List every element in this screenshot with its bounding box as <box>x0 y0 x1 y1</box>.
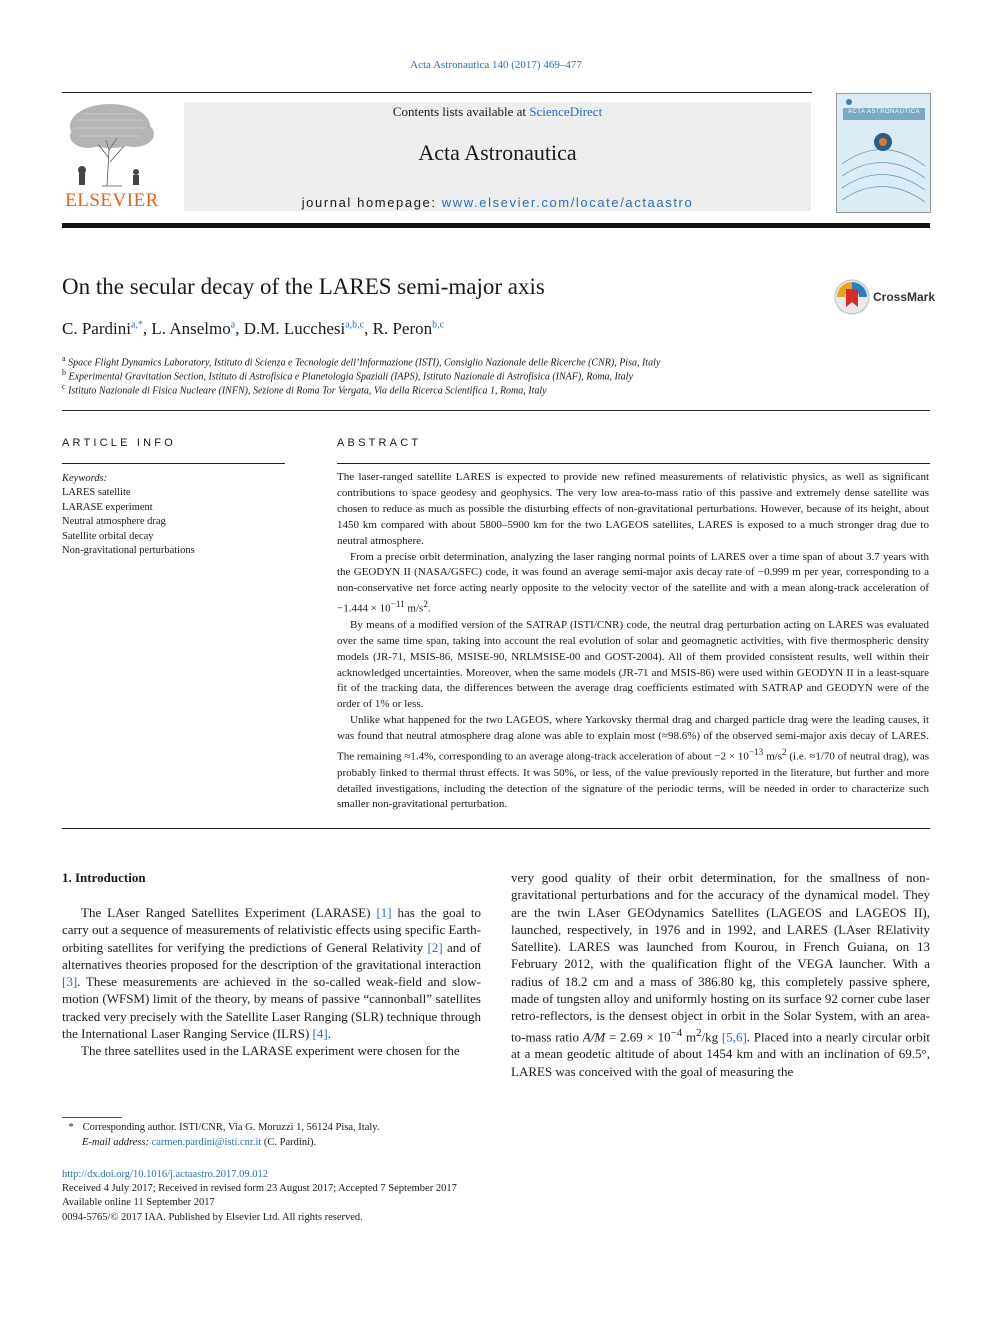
author-name[interactable]: L. Anselmo <box>151 319 231 338</box>
affiliation-text: Experimental Gravitation Section, Istituto di Astrofisica e Planetologia Spaziali (IAPS), Istituto Nazionale di Astrofisica (INAF), Roma, Italy <box>68 371 633 383</box>
reference-link[interactable]: [2] <box>427 939 443 955</box>
body-text: m <box>682 1029 697 1044</box>
email-label: E-mail address: <box>82 1137 152 1148</box>
keyword-item: LARES satellite <box>62 487 131 499</box>
reference-link[interactable]: [5,6] <box>721 1029 747 1044</box>
journal-citation[interactable]: Acta Astronautica 140 (2017) 469–477 <box>410 59 582 71</box>
keywords-label: Keywords: <box>62 473 108 484</box>
abstract-paragraph <box>337 713 929 813</box>
abstract-heading: ABSTRACT <box>337 437 422 449</box>
affiliation-text: Space Flight Dynamics Laboratory, Istituto di Scienza e Tecnologie dell’Informazione (ISTI), Consiglio Nazionale delle Ricerche (CNR), Pisa, Italy <box>68 357 661 369</box>
author-name[interactable]: R. Peron <box>372 319 433 338</box>
affiliation-text: Istituto Nazionale di Fisica Nucleare (INFN), Sezione di Roma Tor Vergata, Via della Ricerca Scientifica 1, Roma, Italy <box>68 385 547 397</box>
exponent: 2 <box>781 747 787 758</box>
affiliation-c <box>62 382 547 396</box>
header-bottom-rule <box>62 223 930 228</box>
header-top-rule <box>62 92 812 93</box>
exponent: −13 <box>748 747 764 758</box>
affiliation-b <box>62 368 633 382</box>
author-list <box>62 319 444 339</box>
abstract-paragraph: By means of a modified version of the SATRAP (ISTI/CNR) code, the neutral drag perturbation acting on LARES was evaluated over the same time span, taking into account the real evolution of solar and geomagnetic activities, with five thermospheric density models (JR-71, MSIS-86, MSISE-90, NRLMSISE-00 and GOST-2004). All of them provided consistent results, well within their acknowledged uncertainties. Moreover, when the same models (JR-71 and MSIS-86) were used within GEODYN II in a least-square fit of the tracking data, the differences between the average drag coefficients estimated with SATRAP and GEODYN were of the order of 1% or less. <box>337 618 929 711</box>
body-column-left <box>62 904 481 1060</box>
email-suffix: (C. Pardini). <box>261 1137 317 1148</box>
journal-cover-image[interactable] <box>836 93 931 213</box>
reference-link[interactable]: [3] <box>62 974 78 990</box>
body-text: has the goal to carry out a sequence of measurements of relativistic effects using specific Earth-orbiting satellites for verifying the predictions of General Relativity <box>62 905 481 955</box>
body-paragraph: The three satellites used in the LARASE experiment were chosen for the <box>81 1043 460 1059</box>
abstract-text: From a precise orbit determination, analyzing the laser ranging normal points of LARES over a time span of about 3.7 years with the GEODYN II (NASA/GSFC) code, it was found an average semi-major axis decay rate of −0.999 m per year, corresponding to a non-conservative net force acting nearly opposite to the velocity vector of the satellite and with a mean along-track acceleration of −1.444 × 10 <box>337 550 929 615</box>
author-separator: , <box>235 319 244 338</box>
crossmark-icon <box>833 278 871 316</box>
elsevier-tree-icon <box>62 100 162 188</box>
author-separator: , <box>364 319 373 338</box>
article-info-heading: ARTICLE INFO <box>62 437 176 449</box>
homepage-prefix: journal homepage: <box>301 195 442 210</box>
body-text: . These measurements are achieved in the so-called weak-field and slow-motion (WFSM) limit of the theory, by means of passive “cannonball” satellites tracked very precisely with the Satellite Laser Ranging (SLR) technique through the International Laser Ranging Service (ILRS) <box>62 974 481 1042</box>
author-affiliation-marks[interactable]: b,c <box>432 319 445 331</box>
email-link[interactable]: carmen.pardini@isti.cnr.it <box>151 1137 262 1148</box>
contents-available-line <box>184 104 811 120</box>
body-paragraph <box>511 869 930 1080</box>
copyright-line: 0094-5765/© 2017 IAA. Published by Elsevier Ltd. All rights reserved. <box>62 1211 363 1223</box>
body-text: and of alternatives theories proposed for the description of the gravitational interaction <box>62 939 481 972</box>
body-text: = 2.69 × 10 <box>605 1029 671 1044</box>
body-text: /kg <box>701 1029 722 1044</box>
journal-homepage-link[interactable]: www.elsevier.com/locate/actaastro <box>441 195 694 210</box>
received-dates: Received 4 July 2017; Received in revised form 23 August 2017; Accepted 7 September 2017 <box>62 1183 457 1195</box>
elsevier-wordmark: ELSEVIER <box>65 190 159 211</box>
body-text: . <box>327 1026 331 1042</box>
reference-link[interactable]: [4] <box>312 1026 328 1042</box>
abstract-paragraph: The laser-ranged satellite LARES is expected to provide new refined measurements of relativistic physics, as well as significant contributions to space geodesy and geophysics. The very low area-to-mass ratio of this passive and extremely dense satellite was chosen to reduce as much as possible the disturbing effects of non-gravitational perturbations. However, because of its height, about 1450 km compared with about 5800–5900 km for the two LAGEOS satellites, LARES is exposed to a much stronger drag due to neutral atmosphere. <box>337 471 929 547</box>
affil-mark: a <box>62 354 66 363</box>
section-heading-introduction: 1. Introduction <box>62 870 146 885</box>
affiliations-divider <box>62 410 930 411</box>
email-line <box>62 1135 379 1150</box>
article-info-rule <box>62 463 285 464</box>
affil-mark: b <box>62 368 66 377</box>
exponent: −4 <box>670 1026 683 1039</box>
reference-link[interactable]: [1] <box>376 905 392 920</box>
contents-prefix: Contents lists available at <box>392 104 530 119</box>
corresponding-text: Corresponding author. ISTI/CNR, Via G. Moruzzi 1, 56124 Pisa, Italy. <box>82 1122 380 1133</box>
keyword-item: Neutral atmosphere drag <box>62 516 166 528</box>
exponent: 2 <box>696 1026 702 1039</box>
author-affiliation-marks[interactable]: a <box>230 319 236 331</box>
corresponding-star[interactable]: * <box>137 319 143 331</box>
article-title: On the secular decay of the LARES semi-major axis <box>62 274 545 299</box>
body-text: The LAser Ranged Satellites Experiment (LARASE) <box>81 905 377 920</box>
abstract-text: (i.e. ≈1/70 of neutral drag), was probably linked to thermal thrust effects. It was 50%, or less, of the value previously reported in the literature, but further and more detailed investigations, including the detection of the signature of the periodic terms, will be needed in order to characterize such smaller non-gravitational perturbation. <box>337 750 929 811</box>
abstract-rule <box>337 463 930 464</box>
footnote-rule <box>62 1117 122 1118</box>
footnote-star: * <box>68 1122 74 1133</box>
affil-mark[interactable]: a, <box>130 319 138 331</box>
cover-title: ACTA ASTRONAUTICA <box>847 109 921 115</box>
body-paragraph <box>62 904 481 1042</box>
abstract-bottom-rule <box>62 828 930 829</box>
exponent: −11 <box>390 599 405 610</box>
sciencedirect-link[interactable]: ScienceDirect <box>529 104 603 119</box>
keywords-block <box>62 472 195 558</box>
affil-mark: c <box>62 382 66 391</box>
abstract-text: Unlike what happened for the two LAGEOS, where Yarkovsky thermal drag and charged particle drag were the leading causes, it was found that neutral atmosphere drag alone was able to explain most (≈98.6%) of the observed semi-major axis decay of LARES. The remaining ≈1.4%, corresponding to an average along-track acceleration of about −2 × 10 <box>337 714 929 763</box>
exponent: 2 <box>423 599 428 610</box>
doi-link[interactable]: http://dx.doi.org/10.1016/j.actaastro.2017.09.012 <box>62 1169 268 1180</box>
corresponding-author-footnote <box>62 1120 379 1150</box>
elsevier-logo[interactable] <box>62 100 162 212</box>
author-affiliation-marks[interactable]: a,b,c <box>345 319 365 331</box>
body-column-right <box>511 869 930 1080</box>
abstract-text: . <box>427 602 431 615</box>
journal-name: Acta Astronautica <box>418 140 577 165</box>
publication-info <box>62 1168 457 1225</box>
abstract-body <box>337 470 929 813</box>
author-name[interactable]: C. Pardini <box>62 319 131 338</box>
author-affiliation-marks[interactable] <box>131 319 143 330</box>
footnote-line <box>62 1120 379 1135</box>
keyword-item: Non-gravitational perturbations <box>62 545 195 557</box>
journal-homepage-line <box>184 195 811 210</box>
affiliation-a <box>62 354 660 368</box>
crossmark-badge[interactable] <box>833 278 943 318</box>
author-separator: , <box>142 319 152 338</box>
abstract-text: m/s <box>404 602 424 615</box>
body-text: . Placed into a nearly circular orbit at a mean geodetic altitude of about 1454 km and with an inclination of 69.5°, LARES was conceived with the goal of measuring the <box>511 1029 930 1079</box>
keyword-item: LARASE experiment <box>62 501 153 513</box>
math-am: A/M <box>582 1029 606 1044</box>
body-text: very good quality of their orbit determination, for the smallness of non-gravitational perturbations and for the accuracy of the dynamical model. They are the twin LAser GEOdynamics Satellites (LAGEOS and LAGEOS II), launched, respectively, in 1976 and in 1992, and LARES (LAser RElativity Satellite). LARES was launched from Kourou, in French Guiana, on 13 February 2012, with the qualification flight of the VEGA launcher. With a radius of 18.2 cm and a mass of 386.80 kg, this completely passive sphere, made of tungsten alloy and uniformly hosting on its surface 92 corner cube laser retro-reflectors, is the densest object in orbit in the Solar System, with an area-to-mass ratio <box>511 870 930 1044</box>
keyword-item: Satellite orbital decay <box>62 530 154 542</box>
abstract-paragraph <box>337 550 929 618</box>
abstract-text: m/s <box>763 750 782 763</box>
author-name[interactable]: D.M. Lucchesi <box>243 319 346 338</box>
online-date: Available online 11 September 2017 <box>62 1197 215 1209</box>
crossmark-label: CrossMark <box>873 290 936 304</box>
